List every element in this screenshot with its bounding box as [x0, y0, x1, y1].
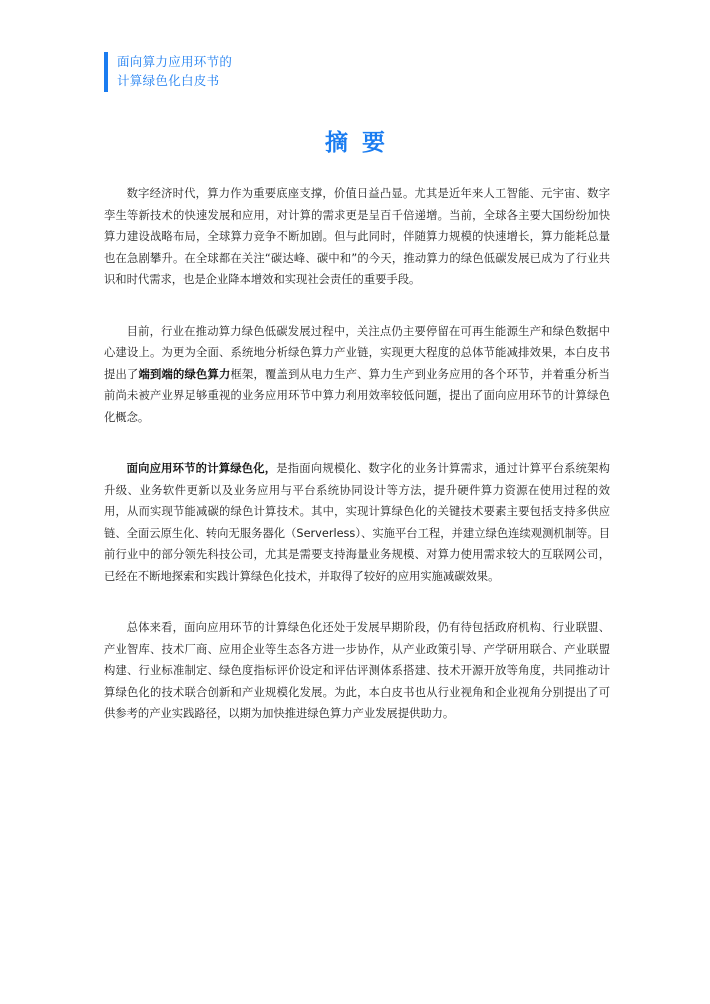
paragraph-2-text-before: 目前，行业在推动算力绿色低碳发展过程中，关注点仍主要停留在可再生能源生产和绿色数据中心建设上。为更为全面、系统地分析绿色算力产业链，实现更大程度的总体节能减排效果，本白皮书提出了 [104, 324, 610, 381]
page-title: 摘要 [325, 130, 399, 156]
abstract-body [104, 183, 610, 755]
paragraph-4 [104, 617, 610, 725]
paragraph-3-highlight: 面向应用环节的计算绿色化， [126, 462, 277, 475]
paragraph-2-text-after: 框架，覆盖到从电力生产、算力生产到业务应用的各个环节，并着重分析当前尚未被产业界足够重视的业务应用环节中算力利用效率较低问题，提出了面向应用环节的计算绿色化概念。 [104, 367, 610, 424]
paragraph-4-text: 总体来看，面向应用环节的计算绿色化还处于发展早期阶段，仍有待包括政府机构、行业联盟、产业智库、技术厂商、应用企业等生态各方进一步协作，从产业政策引导、产学研用联合、产业联盟构建、行业标准制定、绿色度指标评价设定和评估评测体系搭建、技术开源开放等角度，共同推动计算绿色化的技术联合创新和产业规模化发展。为此，本白皮书也从行业视角和企业视角分别提出了可供参考的产业实践路径，以期为加快推进绿色算力产业发展提供助力。 [104, 621, 610, 720]
paragraph-1 [104, 183, 610, 291]
paragraph-2-highlight: 端到端的绿色算力 [138, 367, 231, 381]
paragraph-2 [104, 321, 610, 429]
paragraph-3-text: 是指面向规模化、数字化的业务计算需求，通过计算平台系统架构升级、业务软件更新以及业务应用与平台系统协同设计等方法，提升硬件算力资源在使用过程的效用，从而实现节能减碳的绿色计算技术。其中，实现计算绿色化的关键技术要素主要包括支持多供应链、全面云原生化、转向无服务器化（Serverless）、实施平台工程，并建立绿色连续观测机制等。目前行业中的部分领先科技公司，尤其是需要支持海量业务规模、对算力使用需求较大的互联网公司，已经在不断地探索和实践计算绿色化技术，并取得了较好的应用实施减碳效果。 [104, 462, 610, 583]
paragraph-1-text: 数字经济时代，算力作为重要底座支撑，价值日益凸显。尤其是近年来人工智能、元宇宙、数字孪生等新技术的快速发展和应用，对计算的需求更是呈百千倍递增。当前，全球各主要大国纷纷加快算力建设战略布局，全球算力竞争不断加剧。但与此同时，伴随算力规模的快速增长，算力能耗总量也在急剧攀升。在全球都在关注“碳达峰、碳中和”的今天，推动算力的绿色低碳发展已成为了行业共识和时代需求，也是企业降本增效和实现社会责任的重要手段。 [104, 187, 610, 286]
header-title-line-1: 面向算力应用环节的 [117, 54, 233, 69]
paragraph-3 [104, 458, 610, 587]
header-title-line-2: 计算绿色化白皮书 [117, 73, 220, 88]
document-header [104, 52, 232, 92]
